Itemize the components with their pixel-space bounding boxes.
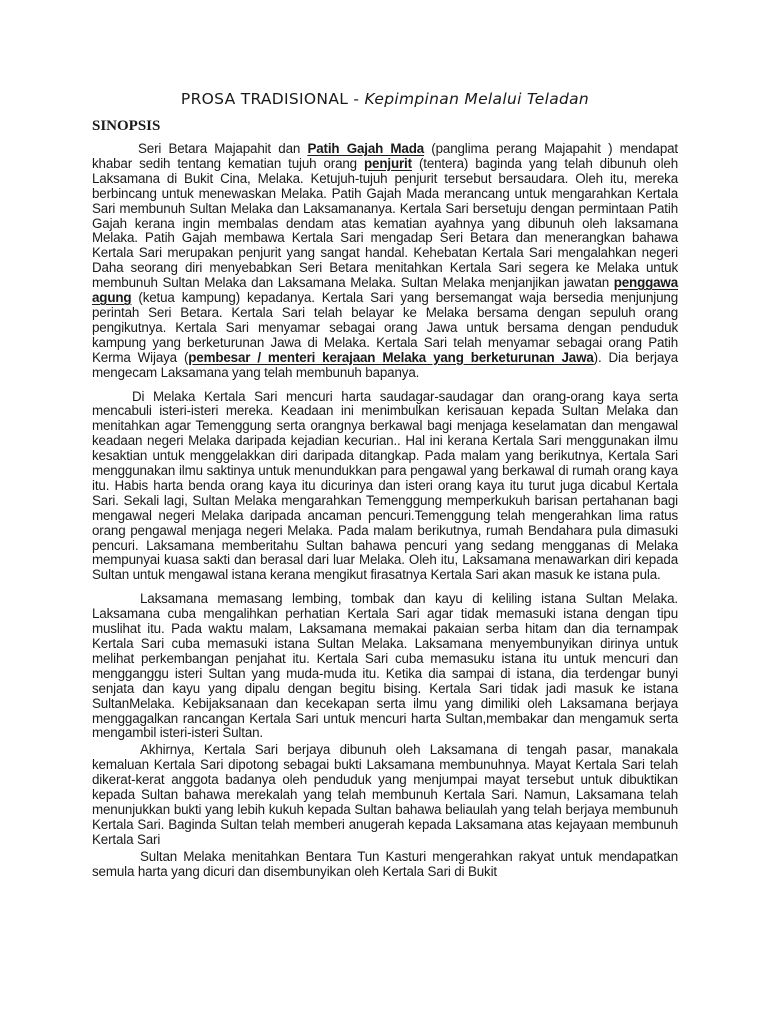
title-subtitle: Kepimpinan Melalui Teladan xyxy=(364,90,590,108)
paragraph-4: Akhirnya, Kertala Sari berjaya dibunuh oleh Laksamana di tengah pasar, manakala kemaluan Kertala Sari dipotong sebagai bukti Laksamana membunuhnya. Mayat Kertala Sari telah dikerat-kerat anggota badanya oleh penduduk yang menjumpai mayat tersebut untuk dibuktikan kepada Sultan bahawa merekalah yang telah membunuh Kertala Sari. Namun, Laksamana telah menunjukkan bukti yang lebih kukuh kepada Sultan bahawa beliaulah yang telah berjaya membunuh Kertala Sari. Baginda Sultan telah memberi anugerah kepada Laksamana atas kejayaan membunuh Kertala Sari xyxy=(92,742,678,847)
p1-text-5: ). Dia berjaya mengecam Laksamana yang telah membunuh bapanya. xyxy=(92,349,679,380)
p1-text-1: Seri Betara Majapahit dan xyxy=(138,141,308,156)
title-main: PROSA TRADISIONAL - xyxy=(180,90,365,108)
keyword-penggawa-agung[interactable]: penggawa agung xyxy=(92,275,678,306)
p1-text-3: (tentera) baginda yang telah dibunuh oleh Laksamana di Bukit Cina, Melaka. Ketujuh-tujuh penjurit tersebut bersaudara. Oleh itu, mereka berbincang untuk menewaskan Melaka. Patih Gajah Mada merancang untuk mengarahkan Kertala Sari membunuh Sultan Melaka dan Laksamananya. Kertala Sari bersetuju dengan permintaan Patih Gajah kerana ingin membalas dendam atas kematian ayahnya yang dibunuh oleh laksamana Melaka. Patih Gajah membawa Kertala Sari mengadap Seri Betara dan menerangkan bahawa Kertala Sari merupakan penjurit yang sangat handal. Kehebatan Kertala Sari mengalahkan negeri Daha seorang diri menyebabkan Seri Betara menitahkan Kertala Sari segera ke Melaka untuk membunuh Sultan Melaka dan Laksamana Melaka. Sultan Melaka menjanjikan jawatan xyxy=(92,155,678,291)
p1-text-2: (panglima perang Majapahit ) mendapat khabar sedih tentang kematian tujuh orang xyxy=(92,141,678,171)
paragraph-5: Sultan Melaka menitahkan Bentara Tun Kasturi mengerahkan rakyat untuk mendapatkan semula harta yang dicuri dan disembunyikan oleh Kertala Sari di Bukit xyxy=(92,848,678,879)
paragraph-3: Laksamana memasang lembing, tombak dan kayu di keliling istana Sultan Melaka. Laksamana cuba mengalihkan perhatian Kertala Sari agar tidak memasuki istana dengan tipu muslihat itu. Pada waktu malam, Laksamana memakai pakaian serba hitam dan dia ternampak Kertala Sari cuba memasuki istana Sultan Melaka. Laksamana menyembunyikan dirinya untuk melihat perkembangan penjahat itu. Kertala Sari cuba memasuku istana itu untuk mencuri dan mengganggu isteri Sultan yang muda-muda itu. Ketika dia sampai di istana, dia terdengar bunyi senjata dan kayu yang dipalu dengan begitu bising. Kertala Sari tidak jadi masuk ke istana SultanMelaka. Kebijaksanaan dan kecekapan serta ilmu yang dimiliki oleh Laksamana berjaya menggagalkan rancangan Kertala Sari untuk mencuri harta Sultan,membakar dan mengamuk serta mengambil isteri-isteri Sultan. xyxy=(92,591,678,741)
keyword-pembesar[interactable]: pembesar / menteri kerajaan Melaka yang berketurunan Jawa xyxy=(188,349,594,365)
p1-text-4: (ketua kampung) kepadanya. Kertala Sari yang bersemangat waja bersedia menjunjung perintah Seri Betara. Kertala Sari telah belayar ke Melaka bersama dengan sepuluh orang pengikutnya. Kertala Sari menyamar sebagai orang Jawa untuk bersama dengan penduduk kampung yang berketurunan Jawa di Melaka. Kertala Sari telah menyamar sebagai orang Patih Kerma Wijaya ( xyxy=(92,290,678,365)
paragraph-1 xyxy=(92,142,678,381)
keyword-penjurit[interactable]: penjurit xyxy=(364,155,412,171)
paragraph-2: Di Melaka Kertala Sari mencuri harta saudagar-saudagar dan orang-orang kaya serta mencabuli isteri-isteri mereka. Keadaan ini menimbulkan kerisauan kepada Sultan Melaka dan menitahkan agar Temenggung serta orangnya berkawal bagi menjaga keselamatan dan mengawal keadaan negeri Melaka daripada kejadian kecurian.. Hal ini kerana Kertala Sari menggunakan ilmu kesaktian untuk menggelakkan diri daripada ditangkap. Pada malam yang berikutnya, Kertala Sari menggunakan ilmu saktinya untuk menundukkan para pengawal yang berkawal di rumah orang kaya itu. Habis harta benda orang kaya itu dicurinya dan isteri orang kaya itu turut juga dicabul Kertala Sari. Sekali lagi, Sultan Melaka mengarahkan Temenggung memperkukuh barisan pertahanan bagi mengawal negeri Melaka daripada ancaman pencuri.Temenggung telah mengerahkan lima ratus orang pengawal menjaga negeri Melaka. Pada malam berikutnya, rumah Bendahara pula dimasuki pencuri. Laksamana memberitahu Sultan bahawa pencuri yang sedang mengganas di Melaka mempunyai kuasa sakti dan berasal dari luar Melaka. Oleh itu, Laksamana menawarkan diri kepada Sultan untuk mengawal istana kerana mengikut firasatnya Kertala Sari akan masuk ke istana pula. xyxy=(92,388,678,583)
document-title xyxy=(92,88,678,110)
keyword-patih-gajah-mada[interactable]: Patih Gajah Mada xyxy=(307,141,425,156)
section-heading: SINOPSIS xyxy=(92,118,161,134)
